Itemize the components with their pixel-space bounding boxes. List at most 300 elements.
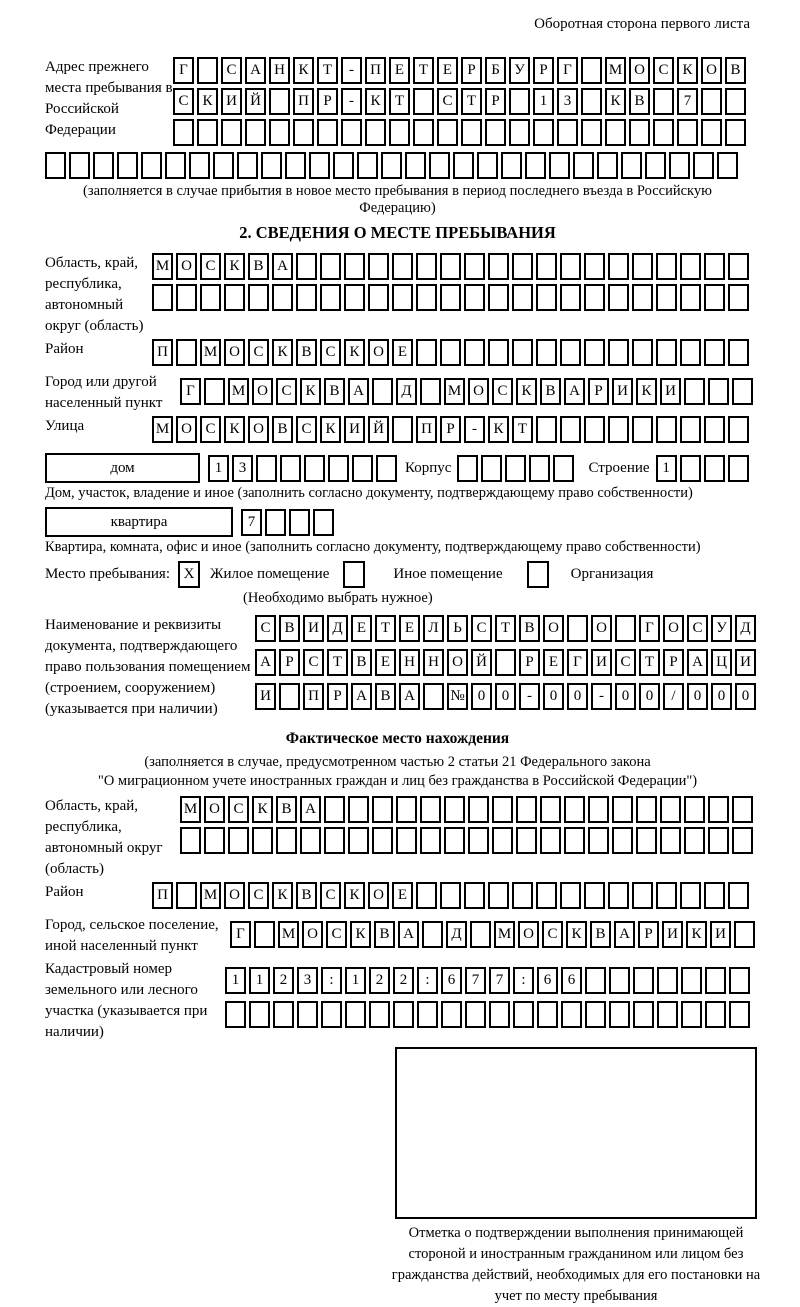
char-cell[interactable]: [197, 119, 218, 146]
char-cell[interactable]: [536, 253, 557, 280]
char-cell[interactable]: О: [543, 615, 564, 642]
char-cell[interactable]: Н: [399, 649, 420, 676]
char-cell[interactable]: О: [447, 649, 468, 676]
char-cell[interactable]: -: [591, 683, 612, 710]
char-cell[interactable]: [728, 416, 749, 443]
char-cell[interactable]: А: [300, 796, 321, 823]
char-cell[interactable]: [204, 378, 225, 405]
char-cell[interactable]: [708, 827, 729, 854]
char-cell[interactable]: В: [519, 615, 540, 642]
char-cell[interactable]: [512, 284, 533, 311]
char-cell[interactable]: [93, 152, 114, 179]
char-cell[interactable]: И: [344, 416, 365, 443]
char-cell[interactable]: [584, 284, 605, 311]
char-cell[interactable]: [680, 416, 701, 443]
char-cell[interactable]: [581, 57, 602, 84]
char-cell[interactable]: Е: [389, 57, 410, 84]
char-cell[interactable]: О: [224, 339, 245, 366]
char-cell[interactable]: [317, 119, 338, 146]
char-cell[interactable]: К: [344, 882, 365, 909]
char-cell[interactable]: К: [605, 88, 626, 115]
char-cell[interactable]: [492, 796, 513, 823]
char-cell[interactable]: К: [197, 88, 218, 115]
char-cell[interactable]: [444, 827, 465, 854]
stay-type-checkbox-organization[interactable]: [527, 561, 549, 588]
char-cell[interactable]: [536, 416, 557, 443]
char-cell[interactable]: [392, 284, 413, 311]
char-cell[interactable]: [417, 1001, 438, 1028]
char-cell[interactable]: Р: [663, 649, 684, 676]
char-cell[interactable]: [636, 796, 657, 823]
char-cell[interactable]: [304, 455, 325, 482]
char-cell[interactable]: 1: [225, 967, 246, 994]
char-cell[interactable]: К: [272, 882, 293, 909]
char-cell[interactable]: [440, 284, 461, 311]
char-cell[interactable]: [536, 284, 557, 311]
char-cell[interactable]: А: [348, 378, 369, 405]
char-cell[interactable]: К: [686, 921, 707, 948]
char-cell[interactable]: П: [152, 339, 173, 366]
char-cell[interactable]: [536, 339, 557, 366]
char-cell[interactable]: [729, 1001, 750, 1028]
char-cell[interactable]: [348, 796, 369, 823]
char-cell[interactable]: [392, 253, 413, 280]
char-cell[interactable]: [728, 284, 749, 311]
char-cell[interactable]: [357, 152, 378, 179]
char-cell[interactable]: [573, 152, 594, 179]
char-cell[interactable]: [656, 284, 677, 311]
char-cell[interactable]: [629, 119, 650, 146]
char-cell[interactable]: О: [368, 339, 389, 366]
char-cell[interactable]: [344, 253, 365, 280]
char-cell[interactable]: [656, 882, 677, 909]
char-cell[interactable]: [481, 455, 502, 482]
char-cell[interactable]: 0: [495, 683, 516, 710]
char-cell[interactable]: [693, 152, 714, 179]
char-cell[interactable]: У: [509, 57, 530, 84]
char-cell[interactable]: [324, 796, 345, 823]
char-cell[interactable]: М: [200, 339, 221, 366]
char-cell[interactable]: Р: [533, 57, 554, 84]
char-cell[interactable]: Р: [519, 649, 540, 676]
char-cell[interactable]: [560, 253, 581, 280]
char-cell[interactable]: [509, 88, 530, 115]
char-cell[interactable]: П: [152, 882, 173, 909]
char-cell[interactable]: [176, 882, 197, 909]
char-cell[interactable]: Е: [351, 615, 372, 642]
char-cell[interactable]: А: [614, 921, 635, 948]
char-cell[interactable]: И: [735, 649, 756, 676]
char-cell[interactable]: [440, 339, 461, 366]
char-cell[interactable]: [176, 284, 197, 311]
char-cell[interactable]: [653, 88, 674, 115]
char-cell[interactable]: И: [662, 921, 683, 948]
char-cell[interactable]: [372, 378, 393, 405]
char-cell[interactable]: [320, 284, 341, 311]
char-cell[interactable]: [464, 284, 485, 311]
char-cell[interactable]: О: [224, 882, 245, 909]
char-cell[interactable]: [656, 339, 677, 366]
char-cell[interactable]: [477, 152, 498, 179]
char-cell[interactable]: [69, 152, 90, 179]
char-cell[interactable]: [704, 339, 725, 366]
char-cell[interactable]: Т: [413, 57, 434, 84]
char-cell[interactable]: 3: [557, 88, 578, 115]
char-cell[interactable]: [567, 615, 588, 642]
char-cell[interactable]: В: [374, 921, 395, 948]
char-cell[interactable]: С: [276, 378, 297, 405]
char-cell[interactable]: [633, 967, 654, 994]
char-cell[interactable]: [533, 119, 554, 146]
char-cell[interactable]: О: [176, 253, 197, 280]
char-cell[interactable]: [485, 119, 506, 146]
char-cell[interactable]: [632, 339, 653, 366]
char-cell[interactable]: [224, 284, 245, 311]
char-cell[interactable]: А: [564, 378, 585, 405]
char-cell[interactable]: Е: [375, 649, 396, 676]
char-cell[interactable]: [416, 284, 437, 311]
char-cell[interactable]: [680, 339, 701, 366]
char-cell[interactable]: Г: [557, 57, 578, 84]
char-cell[interactable]: С: [687, 615, 708, 642]
char-cell[interactable]: Г: [173, 57, 194, 84]
stay-type-checkbox-residential[interactable]: X: [178, 561, 200, 588]
char-cell[interactable]: [225, 1001, 246, 1028]
char-cell[interactable]: [540, 796, 561, 823]
char-cell[interactable]: /: [663, 683, 684, 710]
char-cell[interactable]: В: [272, 416, 293, 443]
char-cell[interactable]: Р: [279, 649, 300, 676]
char-cell[interactable]: -: [341, 57, 362, 84]
char-cell[interactable]: [180, 827, 201, 854]
char-cell[interactable]: О: [629, 57, 650, 84]
char-cell[interactable]: [300, 827, 321, 854]
char-cell[interactable]: 1: [533, 88, 554, 115]
char-cell[interactable]: [248, 284, 269, 311]
char-cell[interactable]: [677, 119, 698, 146]
char-cell[interactable]: [505, 455, 526, 482]
char-cell[interactable]: [536, 882, 557, 909]
char-cell[interactable]: [321, 1001, 342, 1028]
char-cell[interactable]: [660, 796, 681, 823]
char-cell[interactable]: К: [516, 378, 537, 405]
char-cell[interactable]: 0: [639, 683, 660, 710]
char-cell[interactable]: О: [248, 416, 269, 443]
char-cell[interactable]: [529, 455, 550, 482]
char-cell[interactable]: И: [710, 921, 731, 948]
char-cell[interactable]: [416, 882, 437, 909]
char-cell[interactable]: [444, 796, 465, 823]
char-cell[interactable]: [725, 88, 746, 115]
char-cell[interactable]: [272, 284, 293, 311]
char-cell[interactable]: [365, 119, 386, 146]
char-cell[interactable]: К: [566, 921, 587, 948]
char-cell[interactable]: [560, 339, 581, 366]
char-cell[interactable]: [732, 827, 753, 854]
char-cell[interactable]: 3: [232, 455, 253, 482]
char-cell[interactable]: В: [629, 88, 650, 115]
char-cell[interactable]: [237, 152, 258, 179]
char-cell[interactable]: [261, 152, 282, 179]
char-cell[interactable]: В: [540, 378, 561, 405]
char-cell[interactable]: [45, 152, 66, 179]
char-cell[interactable]: С: [221, 57, 242, 84]
char-cell[interactable]: [513, 1001, 534, 1028]
char-cell[interactable]: С: [228, 796, 249, 823]
char-cell[interactable]: Г: [180, 378, 201, 405]
char-cell[interactable]: С: [437, 88, 458, 115]
char-cell[interactable]: 1: [656, 455, 677, 482]
char-cell[interactable]: [416, 339, 437, 366]
char-cell[interactable]: С: [255, 615, 276, 642]
char-cell[interactable]: [468, 827, 489, 854]
char-cell[interactable]: 1: [208, 455, 229, 482]
char-cell[interactable]: [333, 152, 354, 179]
char-cell[interactable]: [657, 967, 678, 994]
char-cell[interactable]: [669, 152, 690, 179]
char-cell[interactable]: [488, 339, 509, 366]
char-cell[interactable]: Е: [392, 339, 413, 366]
char-cell[interactable]: [512, 882, 533, 909]
char-cell[interactable]: [279, 683, 300, 710]
char-cell[interactable]: [368, 284, 389, 311]
char-cell[interactable]: Т: [327, 649, 348, 676]
char-cell[interactable]: [197, 57, 218, 84]
char-cell[interactable]: М: [152, 416, 173, 443]
char-cell[interactable]: [564, 827, 585, 854]
char-cell[interactable]: К: [636, 378, 657, 405]
char-cell[interactable]: [488, 253, 509, 280]
char-cell[interactable]: М: [152, 253, 173, 280]
char-cell[interactable]: [701, 119, 722, 146]
char-cell[interactable]: Т: [495, 615, 516, 642]
char-cell[interactable]: [296, 284, 317, 311]
char-cell[interactable]: С: [542, 921, 563, 948]
char-cell[interactable]: 0: [471, 683, 492, 710]
char-cell[interactable]: [254, 921, 275, 948]
char-cell[interactable]: С: [471, 615, 492, 642]
char-cell[interactable]: И: [303, 615, 324, 642]
char-cell[interactable]: К: [293, 57, 314, 84]
char-cell[interactable]: [461, 119, 482, 146]
char-cell[interactable]: И: [221, 88, 242, 115]
char-cell[interactable]: 0: [615, 683, 636, 710]
char-cell[interactable]: [725, 119, 746, 146]
char-cell[interactable]: [680, 253, 701, 280]
char-cell[interactable]: [437, 119, 458, 146]
char-cell[interactable]: М: [605, 57, 626, 84]
char-cell[interactable]: [176, 339, 197, 366]
char-cell[interactable]: [636, 827, 657, 854]
char-cell[interactable]: [728, 253, 749, 280]
char-cell[interactable]: [605, 119, 626, 146]
char-cell[interactable]: [732, 796, 753, 823]
char-cell[interactable]: Р: [461, 57, 482, 84]
char-cell[interactable]: А: [255, 649, 276, 676]
char-cell[interactable]: №: [447, 683, 468, 710]
char-cell[interactable]: [705, 1001, 726, 1028]
char-cell[interactable]: Р: [317, 88, 338, 115]
char-cell[interactable]: П: [416, 416, 437, 443]
char-cell[interactable]: [609, 967, 630, 994]
char-cell[interactable]: О: [663, 615, 684, 642]
char-cell[interactable]: [465, 1001, 486, 1028]
char-cell[interactable]: К: [300, 378, 321, 405]
char-cell[interactable]: :: [513, 967, 534, 994]
char-cell[interactable]: Д: [396, 378, 417, 405]
char-cell[interactable]: [423, 683, 444, 710]
char-cell[interactable]: [553, 455, 574, 482]
char-cell[interactable]: А: [398, 921, 419, 948]
char-cell[interactable]: В: [279, 615, 300, 642]
char-cell[interactable]: В: [351, 649, 372, 676]
char-cell[interactable]: И: [612, 378, 633, 405]
char-cell[interactable]: [653, 119, 674, 146]
char-cell[interactable]: [540, 827, 561, 854]
char-cell[interactable]: М: [278, 921, 299, 948]
char-cell[interactable]: [680, 455, 701, 482]
char-cell[interactable]: [369, 1001, 390, 1028]
char-cell[interactable]: [488, 284, 509, 311]
char-cell[interactable]: [396, 827, 417, 854]
char-cell[interactable]: [276, 827, 297, 854]
char-cell[interactable]: [537, 1001, 558, 1028]
char-cell[interactable]: Г: [567, 649, 588, 676]
char-cell[interactable]: [584, 416, 605, 443]
char-cell[interactable]: [608, 253, 629, 280]
char-cell[interactable]: К: [320, 416, 341, 443]
char-cell[interactable]: [285, 152, 306, 179]
char-cell[interactable]: Д: [735, 615, 756, 642]
char-cell[interactable]: [324, 827, 345, 854]
apartment-type-box[interactable]: квартира: [45, 507, 233, 537]
char-cell[interactable]: [560, 882, 581, 909]
char-cell[interactable]: -: [519, 683, 540, 710]
char-cell[interactable]: [560, 284, 581, 311]
char-cell[interactable]: [269, 88, 290, 115]
char-cell[interactable]: [393, 1001, 414, 1028]
char-cell[interactable]: [632, 416, 653, 443]
char-cell[interactable]: А: [272, 253, 293, 280]
char-cell[interactable]: К: [272, 339, 293, 366]
char-cell[interactable]: [422, 921, 443, 948]
char-cell[interactable]: О: [204, 796, 225, 823]
char-cell[interactable]: А: [245, 57, 266, 84]
char-cell[interactable]: М: [180, 796, 201, 823]
char-cell[interactable]: Т: [317, 57, 338, 84]
char-cell[interactable]: [608, 416, 629, 443]
char-cell[interactable]: 7: [465, 967, 486, 994]
char-cell[interactable]: С: [492, 378, 513, 405]
char-cell[interactable]: [608, 284, 629, 311]
char-cell[interactable]: [632, 253, 653, 280]
char-cell[interactable]: [389, 119, 410, 146]
char-cell[interactable]: [344, 284, 365, 311]
char-cell[interactable]: [512, 253, 533, 280]
char-cell[interactable]: [705, 967, 726, 994]
char-cell[interactable]: [269, 119, 290, 146]
char-cell[interactable]: [221, 119, 242, 146]
char-cell[interactable]: Й: [368, 416, 389, 443]
char-cell[interactable]: [680, 882, 701, 909]
char-cell[interactable]: [645, 152, 666, 179]
char-cell[interactable]: Й: [471, 649, 492, 676]
char-cell[interactable]: [560, 416, 581, 443]
char-cell[interactable]: [348, 827, 369, 854]
char-cell[interactable]: 2: [393, 967, 414, 994]
char-cell[interactable]: [117, 152, 138, 179]
char-cell[interactable]: [734, 921, 755, 948]
char-cell[interactable]: [615, 615, 636, 642]
char-cell[interactable]: [588, 796, 609, 823]
char-cell[interactable]: [708, 796, 729, 823]
char-cell[interactable]: [429, 152, 450, 179]
char-cell[interactable]: [501, 152, 522, 179]
char-cell[interactable]: [621, 152, 642, 179]
char-cell[interactable]: :: [417, 967, 438, 994]
char-cell[interactable]: [584, 882, 605, 909]
char-cell[interactable]: [265, 509, 286, 536]
char-cell[interactable]: К: [344, 339, 365, 366]
char-cell[interactable]: М: [494, 921, 515, 948]
char-cell[interactable]: 7: [677, 88, 698, 115]
char-cell[interactable]: М: [444, 378, 465, 405]
char-cell[interactable]: [345, 1001, 366, 1028]
char-cell[interactable]: [413, 119, 434, 146]
char-cell[interactable]: [440, 253, 461, 280]
char-cell[interactable]: [549, 152, 570, 179]
char-cell[interactable]: [213, 152, 234, 179]
char-cell[interactable]: В: [296, 339, 317, 366]
char-cell[interactable]: О: [701, 57, 722, 84]
char-cell[interactable]: [728, 455, 749, 482]
char-cell[interactable]: О: [368, 882, 389, 909]
char-cell[interactable]: [684, 378, 705, 405]
char-cell[interactable]: [470, 921, 491, 948]
char-cell[interactable]: [273, 1001, 294, 1028]
char-cell[interactable]: Е: [437, 57, 458, 84]
char-cell[interactable]: [420, 378, 441, 405]
char-cell[interactable]: С: [303, 649, 324, 676]
char-cell[interactable]: -: [464, 416, 485, 443]
char-cell[interactable]: А: [687, 649, 708, 676]
char-cell[interactable]: [561, 1001, 582, 1028]
char-cell[interactable]: Б: [485, 57, 506, 84]
char-cell[interactable]: [608, 882, 629, 909]
char-cell[interactable]: 7: [489, 967, 510, 994]
char-cell[interactable]: [516, 796, 537, 823]
char-cell[interactable]: Т: [375, 615, 396, 642]
char-cell[interactable]: [516, 827, 537, 854]
char-cell[interactable]: И: [255, 683, 276, 710]
char-cell[interactable]: 2: [369, 967, 390, 994]
char-cell[interactable]: [732, 378, 753, 405]
char-cell[interactable]: [704, 882, 725, 909]
char-cell[interactable]: Н: [423, 649, 444, 676]
char-cell[interactable]: [457, 455, 478, 482]
char-cell[interactable]: 6: [561, 967, 582, 994]
char-cell[interactable]: [681, 967, 702, 994]
char-cell[interactable]: [612, 796, 633, 823]
char-cell[interactable]: [420, 796, 441, 823]
char-cell[interactable]: [440, 882, 461, 909]
char-cell[interactable]: В: [375, 683, 396, 710]
char-cell[interactable]: Т: [389, 88, 410, 115]
char-cell[interactable]: С: [200, 416, 221, 443]
char-cell[interactable]: :: [321, 967, 342, 994]
char-cell[interactable]: [512, 339, 533, 366]
char-cell[interactable]: Р: [440, 416, 461, 443]
